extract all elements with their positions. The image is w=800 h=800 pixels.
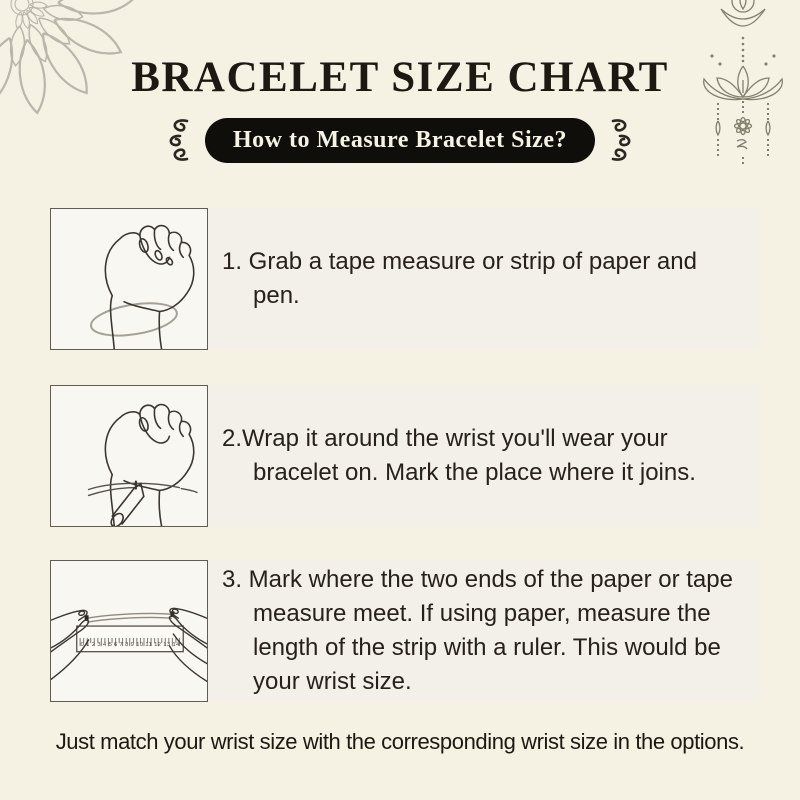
step2-illustration-box (50, 385, 208, 527)
step3-illustration-box (50, 560, 208, 702)
footer-note: Just match your wrist size with the corresponding wrist size in the options. (55, 729, 745, 754)
step-row-3 (50, 560, 760, 702)
subtitle-badge: How to Measure Bracelet Size? (205, 118, 595, 163)
flourish-left-icon (158, 116, 192, 164)
step-row-2 (50, 385, 760, 527)
ruler-numbers: 0 1 2 3 4 5 6 7 8 9 10 11 12 13 14 (80, 641, 180, 648)
step2-text: 2.Wrap it around the wrist you'll wear your bracelet on. Mark the place where it joins. (222, 425, 696, 486)
fist-hand-tape-pen-illustration (51, 386, 207, 526)
flourish-right-icon (608, 116, 642, 164)
step1-illustration-box (50, 208, 208, 350)
step3-text: 3. Mark where the two ends of the paper or tape measure meet. If using paper, measure the length of the strip with a ruler. This would be your wrist size. (222, 566, 733, 695)
subtitle-badge-row (0, 116, 800, 164)
ruler-strip-hands-illustration (51, 561, 207, 701)
fist-hand-wrist-circle-illustration (51, 209, 207, 349)
page-title: BRACELET SIZE CHART (131, 54, 669, 101)
step-row-1 (50, 208, 760, 350)
step1-text: 1. Grab a tape measure or strip of paper and pen. (222, 248, 697, 309)
